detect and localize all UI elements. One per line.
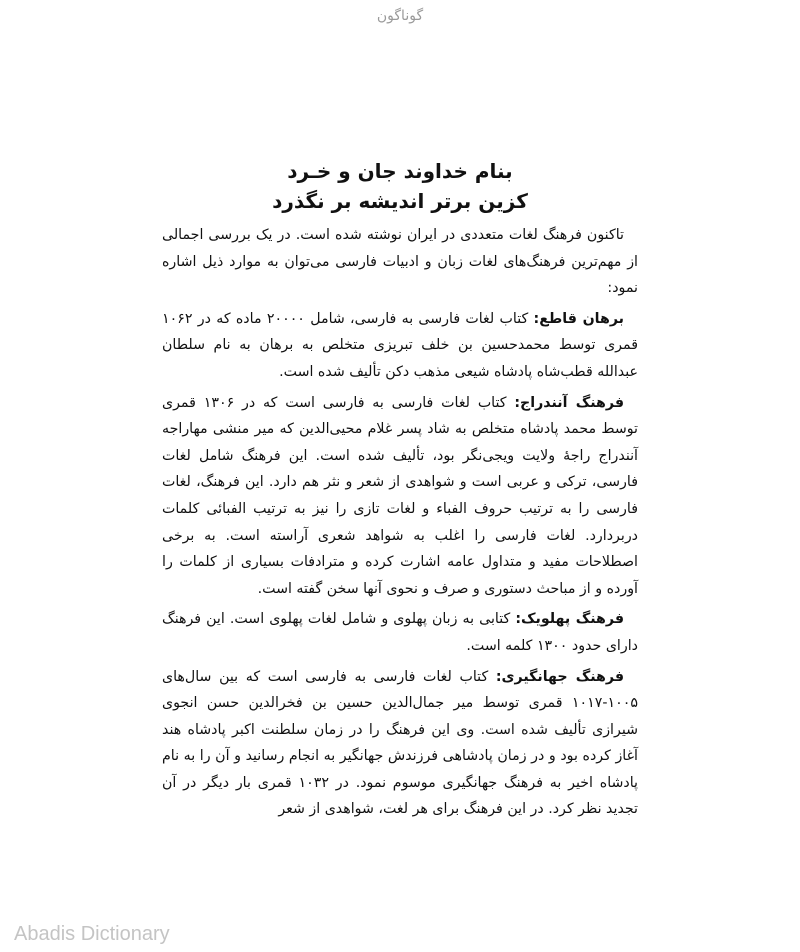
- entry-term: برهان قاطع:: [533, 310, 625, 327]
- entry-term: فرهنگ جهانگیری:: [495, 668, 624, 685]
- entry-term: فرهنگ پهلویک:: [515, 611, 625, 628]
- page-body: [162, 156, 638, 827]
- entry-text: کتاب لغات فارسی به فارسی، شامل ۲۰۰۰۰ ماده که در ۱۰۶۲ قمری توسط محمدحسین بن خلف تبریزی متخلص به برهان به نام سلطان عبدالله قطب‌شاه پادشاه شیعی مذهب دکن تألیف شده است.: [162, 310, 638, 380]
- entry-text: کتاب لغات فارسی به فارسی است که بین سال‌های ۱۰۰۵-۱۰۱۷ قمری توسط میر جمال‌الدین حسین بن فخرالدین حسن انجوی شیرازی تألیف شده است. وی این فرهنگ را در زمان سلطنت اکبر پادشاه هند آغاز کرده بود و در زمان پادشاهی فرزندش جهانگیر به انجام رسانید و آن را به نام پادشاه اخیر به فرهنگ جهانگیری موسوم نمود. در ۱۰۳۲ قمری بار دیگر در آن تجدید نظر کرد. در این فرهنگ برای هر لغت، شواهدی از شعر: [162, 668, 638, 818]
- running-title: گوناگون: [376, 8, 424, 24]
- entry-text: کتابی به زبان پهلوی و شامل لغات پهلوی است. این فرهنگ دارای حدود ۱۳۰۰ کلمه است.: [162, 611, 638, 654]
- entry-paragraph-anandraj: [162, 390, 638, 603]
- intro-text: تاکنون فرهنگ لغات متعددی در ایران نوشته شده است. در یک بررسی اجمالی از مهم‌ترین فرهنگ‌های لغات زبان و ادبیات فارسی می‌توان به موارد ذیل اشاره نمود:: [162, 227, 638, 297]
- entry-term: فرهنگ آنندراج:: [514, 394, 624, 411]
- entry-paragraph-pahlavik: [162, 606, 638, 659]
- entry-paragraph-borhan-ghate: [162, 306, 638, 386]
- watermark-text: Abadis Dictionary: [14, 923, 170, 945]
- entry-paragraph-jahangiri: [162, 664, 638, 824]
- entry-text: کتاب لغات فارسی به فارسی است که در ۱۳۰۶ قمری توسط محمد پادشاه متخلص به شاد پسر غلام محیی‌الدین که میر منشی مهاراجه آنندراج راجهٔ ولایت ویجی‌نگر بود، تألیف شده است. این فرهنگ شامل لغات فارسی، ترکی و عربی است و شواهدی از شعر و نثر هم دارد. این فرهنگ، لغات فارسی را به ترتیب حروف الفباء و لغات تازی را نیز به ترتیب الفبائی کلمات دربردارد. لغات فارسی را اغلب به شواهد شعری آراسته است. به برخی اصطلاحات مفید و متداول عامه اشارت کرده و مترادفات بسیاری از کلمات را آورده و از مباحث دستوری و صرف و نحوی آنها سخن گفته است.: [162, 394, 638, 597]
- heading-line-1: بنام خداوند جان و خـرد: [287, 159, 513, 183]
- heading-line-2: کزین برتر اندیشه بر نگذرد: [272, 189, 528, 213]
- intro-paragraph: [162, 222, 638, 302]
